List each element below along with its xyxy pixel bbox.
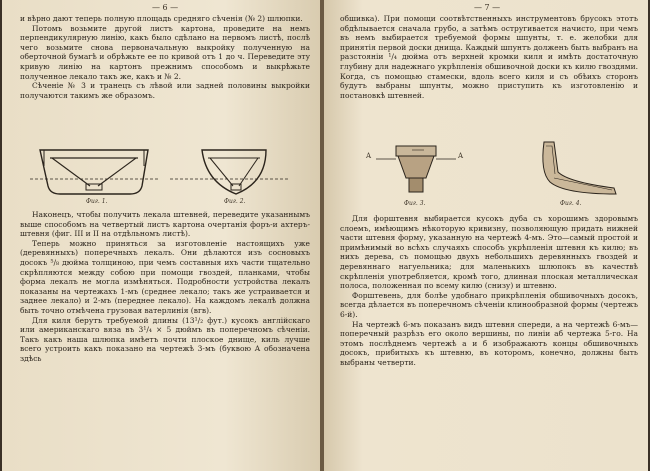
figure-3-label-a-right: A: [458, 152, 464, 160]
paragraph: Сѣченіе № 3 и транецъ съ лѣвой или задней половины выкройки получаются такимъ же образомъ.: [20, 81, 310, 100]
paragraph: Теперь можно приняться за изготовленіе настоящихъ уже (деревянныхъ) поперечныхъ лекалъ. Они дѣлаются изъ сосновыхъ досокъ ⁵/₈ дюйма толщиною, при чемъ составныя ихъ части тщательно скрѣпляются между собою при помощи гвоздей, планками, чтобы форма лекалъ не могла измѣняться. Подробности устройства лекалъ показаны на чертежахъ 1-мъ (среднее лекало; такъ же устраивается и заднее лекало) и 2-мъ (переднее лекало). На каждомъ лекалѣ должна быть точно отмѣчена грузовая ватерлинія (вгв).: [20, 238, 310, 315]
paragraph: Для форштевня выбирается кусокъ дуба съ хорошимъ здоровымъ слоемъ, имѣющимъ нѣкоторую кривизну, позволяющую придать нижней части штевня форму, указанную на чертежѣ 4-мъ. Это—самый простой и примѣнимый во всѣхъ случаяхъ способъ укрѣпленія штевня къ килю; въ нихъ дерева, съ помощью двухъ небольшихъ деревянныхъ гвоздей и деревяннаго нагуельника; для маленькихъ шлюпокъ въ качествѣ скрѣпленія употребляется, кромѣ того, длинная плоская металлическая полоса, положенная по всему килю (снизу) и штевню.: [340, 214, 638, 291]
figures-1-2: [30, 146, 290, 208]
figure-2-caption: Фиг. 2.: [224, 198, 246, 205]
left-bottom-text: [20, 210, 310, 364]
right-bottom-text: [340, 214, 638, 368]
figure-4-caption: Фиг. 4.: [560, 200, 582, 207]
figures-3-4: [354, 138, 634, 210]
paragraph: и вѣрно дают теперь полную площадь средняго сѣченія (№ 2) шлюпки.: [20, 14, 303, 23]
figure-1-drawing: [30, 146, 290, 200]
paragraph: Для киля берутъ требуемой длины (13¹/₂ фут.) кусокъ англійскаго или американскаго вяза въ 3¹/₄ × 5 дюймъ въ поперечномъ сѣченіи. Такъ какъ наша шлюпка имѣетъ почти плоское днище, киль лучше всего устроить какъ показано на чертежѣ 3-мъ (буквою А обозначена здѣсь: [20, 315, 310, 363]
paragraph: Потомъ возьмите другой листъ картона, проведите на немъ перпендикулярную линію, какъ было сдѣлано на первомъ листѣ, послѣ чего возьмите снова первоначальную выкройку полученную на оберточной бумагѣ и обрѣжьте ее по кривой отъ 1 до ч. Переведите эту кривую линію на картонъ прежнимъ способомъ и выкрѣжьте полученное лекало такъ же, какъ и № 2.: [20, 23, 310, 81]
right-page: [324, 0, 648, 471]
figure-3-4-drawing: [354, 138, 634, 200]
left-page: [2, 0, 320, 471]
paragraph: Форштевень, для болѣе удобнаго прикрѣпленія обшивочныхъ досокъ, всегда дѣлается въ поперечномъ сѣченіи клинообразной формы (чертежъ 6-й).: [340, 290, 638, 319]
figure-3-label-a-left: A: [366, 152, 372, 160]
right-top-text: [340, 14, 638, 100]
paragraph: На чертежѣ 6-мъ показанъ видъ штевня спереди, а на чертежѣ 6-мъ—поперечный разрѣзъ его около вершины, по линіи аб чертежа 5-го. На этомъ послѣднемъ чертежѣ а и б изображаютъ концы обшивочныхъ досокъ, прибитыхъ къ штевню, въ которомъ, конечно, должны быть выбраны четверти.: [340, 319, 638, 367]
book-spread: [2, 0, 648, 471]
paragraph: Наконецъ, чтобы получить лекала штевней, переведите указаннымъ выше способомъ на четвертый листъ картона очертанія форъ-и ахтеръ-штевня (фиг. III и II на отдѣльномъ листѣ).: [20, 210, 310, 239]
paragraph: обшивка). При помощи соотвѣтственныхъ инструментовъ брусокъ этотъ обдѣлывается сначала грубо, а затѣмъ остругивается начисто, при чемъ въ немъ выбирается требуемой формы шпунты, т. е. желобки для принятія первой доски днища. Каждый шпунтъ долженъ быть выбранъ на разстояніи ¹/₄ дюйма отъ верхней кромки киля и имѣть достаточную глубину для надежнаго укрѣпленія обшивочной доски къ килю гвоздями. Когда, съ помощью стамески, вдоль всего киля и съ обѣихъ сторонъ будутъ выбраны шпунты, можно приступить къ изготовленію и постановкѣ штевней.: [340, 14, 638, 100]
left-top-text: [20, 14, 310, 100]
figure-3-caption: Фиг. 3.: [404, 200, 426, 207]
page-number-left: — 6 —: [152, 3, 179, 12]
page-number-right: — 7 —: [474, 3, 501, 12]
figure-1-caption: Фиг. 1.: [86, 198, 108, 205]
